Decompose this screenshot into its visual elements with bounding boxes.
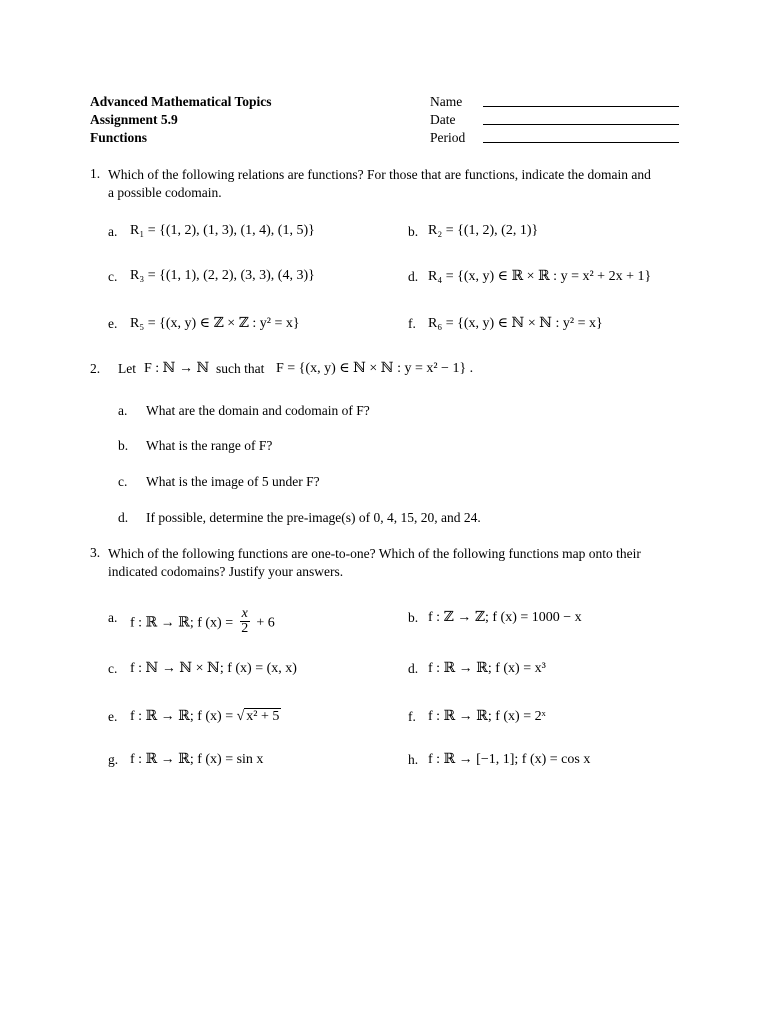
q1c-expr: R₃ = {(1, 1), (2, 2), (3, 3), (4, 3)} <box>130 268 315 283</box>
q3a-numerator: x <box>241 606 248 621</box>
q3a-prefix: f : ℝ → ℝ; f (x) = <box>130 615 234 631</box>
q3b-expr: f : ℤ → ℤ; f (x) = 1000 − x <box>428 610 582 625</box>
q2-let: Let <box>118 361 136 376</box>
q3f-expr: f : ℝ → ℝ; f (x) = 2ˣ <box>428 709 546 724</box>
course-title: Advanced Mathematical Topics <box>90 94 272 109</box>
assignment-topic: Functions <box>90 130 148 145</box>
q3a-fraction <box>240 607 250 636</box>
q1a-expr: R₁ = {(1, 2), (1, 3), (1, 4), (1, 5)} <box>130 223 315 238</box>
q2c-text: What is the image of 5 under F? <box>146 474 320 489</box>
q3g-expr: f : ℝ → ℝ; f (x) = sin x <box>130 752 264 767</box>
q2d-text: If possible, determine the pre-image(s) of 0, 4, 15, 20, and 24. <box>146 510 481 525</box>
q3b-label: b. <box>408 610 419 625</box>
period-line <box>483 142 679 143</box>
q3e-expr <box>130 708 281 725</box>
q1f-expr: R₆ = {(x, y) ∈ ℕ × ℕ : y² = x} <box>428 316 603 331</box>
q3c-expr: f : ℕ → ℕ × ℕ; f (x) = (x, x) <box>130 661 297 676</box>
q3d-label: d. <box>408 661 419 676</box>
q1d-label: d. <box>408 269 419 284</box>
q1b-label: b. <box>408 224 419 239</box>
q3a-label: a. <box>108 610 118 625</box>
q2-number: 2. <box>90 361 101 376</box>
q3h-expr: f : ℝ → [−1, 1]; f (x) = cos x <box>428 752 591 767</box>
q3e-radicand: x² + 5 <box>246 709 280 724</box>
q2b-text: What is the range of F? <box>146 438 273 453</box>
date-label: Date <box>430 112 456 127</box>
q2a-label: a. <box>118 403 128 418</box>
q2-such-that: such that <box>216 361 265 376</box>
q3a-expr <box>130 606 275 638</box>
q1e-expr: R₅ = {(x, y) ∈ ℤ × ℤ : y² = x} <box>130 316 300 331</box>
q3e-label: e. <box>108 709 118 724</box>
q3e-prefix: f : ℝ → ℝ; f (x) = <box>130 709 234 724</box>
q3g-label: g. <box>108 752 119 767</box>
q2-map: F : ℕ → ℕ <box>144 361 210 376</box>
q1-text: Which of the following relations are functions? For those that are functions, indicate the domain and a possible codomain. <box>108 167 651 200</box>
q3c-label: c. <box>108 661 118 676</box>
q1d-expr: R₄ = {(x, y) ∈ ℝ × ℝ : y = x² + 2x + 1} <box>428 269 652 284</box>
name-line <box>483 106 679 107</box>
period-label: Period <box>430 130 466 145</box>
assignment-number: Assignment 5.9 <box>90 112 178 127</box>
q1e-label: e. <box>108 316 118 331</box>
q1b-expr: R₂ = {(1, 2), (2, 1)} <box>428 223 539 238</box>
q3h-label: h. <box>408 752 419 767</box>
name-label: Name <box>430 94 463 109</box>
date-line <box>483 124 679 125</box>
q2-definition: F = {(x, y) ∈ ℕ × ℕ : y = x² − 1} . <box>276 361 474 376</box>
q2b-label: b. <box>118 438 129 453</box>
q1c-label: c. <box>108 269 118 284</box>
q2a-text: What are the domain and codomain of F? <box>146 403 370 418</box>
q3-number: 3. <box>90 545 101 560</box>
q2d-label: d. <box>118 510 129 525</box>
q3f-label: f. <box>408 709 416 724</box>
q1f-label: f. <box>408 316 416 331</box>
q3d-expr: f : ℝ → ℝ; f (x) = x³ <box>428 661 546 676</box>
q1a-label: a. <box>108 224 118 239</box>
q2c-label: c. <box>118 474 128 489</box>
q3-text: Which of the following functions are one-to-one? Which of the following functions map onto their indicated codomains? Justify your answers. <box>108 546 641 579</box>
q3a-denominator: 2 <box>241 621 249 636</box>
sqrt-symbol-icon: √ <box>236 709 245 724</box>
q1-number: 1. <box>90 166 101 181</box>
q3a-suffix: + 6 <box>256 615 275 631</box>
